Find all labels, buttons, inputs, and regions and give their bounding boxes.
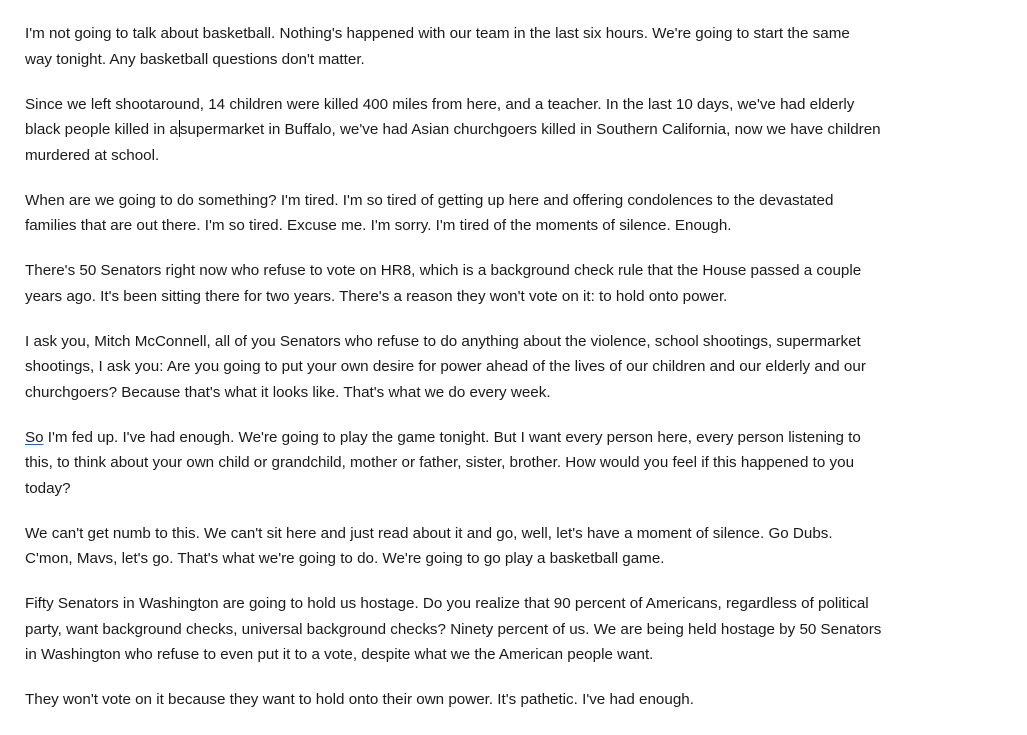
paragraph-line-with-caret xyxy=(25,117,1005,143)
caret-line-before: black people killed in a xyxy=(25,121,178,138)
paragraph-7 xyxy=(25,521,1005,572)
paragraph-5 xyxy=(25,329,1005,406)
paragraph-1 xyxy=(25,21,1005,72)
paragraph-line: way tonight. Any basketball questions don't matter. xyxy=(25,50,365,68)
paragraph-3 xyxy=(25,188,1005,239)
paragraph-line: Fifty Senators in Washington are going to hold us hostage. Do you realize that 90 percent of Americans, regardless of political xyxy=(25,595,869,612)
document-body[interactable] xyxy=(25,21,1005,713)
paragraph-line: this, to think about your own child or grandchild, mother or father, sister, brother. How would you feel if this happened to you xyxy=(25,454,855,471)
paragraph-line: I ask you, Mitch McConnell, all of you Senators who refuse to do anything about the violence, school shootings, supermarket xyxy=(25,332,861,350)
caret-line-after: supermarket in Buffalo, we've had Asian churchgoers killed in Southern California, now we have children xyxy=(179,121,881,138)
paragraph-4 xyxy=(25,258,1005,309)
first-line-rest: I'm fed up. I've had enough. We're going to play the game tonight. But I want every person here, every person listening to xyxy=(43,428,861,446)
paragraph-line: shootings, I ask you: Are you going to put your own desire for power ahead of the lives of our children and our elderly and our xyxy=(25,358,866,375)
paragraph-line: families that are out there. I'm so tired. Excuse me. I'm sorry. I'm tired of the moments of silence. Enough. xyxy=(25,217,732,234)
paragraph-line: today? xyxy=(25,479,71,497)
paragraph-line: churchgoers? Because that's what it looks like. That's what we do every week. xyxy=(25,383,551,401)
paragraph-line: Since we left shootaround, 14 children were killed 400 miles from here, and a teacher. In the last 10 days, we've had elderly xyxy=(25,95,855,113)
paragraph-first-line xyxy=(25,425,1005,451)
paragraph-line: murdered at school. xyxy=(25,146,160,164)
paragraph-8 xyxy=(25,591,1005,668)
underlined-word[interactable]: So xyxy=(25,428,44,446)
paragraph-line: We can't get numb to this. We can't sit here and just read about it and go, well, let's have a moment of silence. Go Dubs. xyxy=(25,524,833,542)
paragraph-line: in Washington who refuse to even put it to a vote, despite what we the American people want. xyxy=(25,646,654,663)
paragraph-line: years ago. It's been sitting there for two years. There's a reason they won't vote on it: to hold onto power. xyxy=(25,287,728,305)
paragraph-line: I'm not going to talk about basketball. Nothing's happened with our team in the last six hours. We're going to start the same xyxy=(25,25,850,42)
paragraph-line: There's 50 Senators right now who refuse to vote on HR8, which is a background check rule that the House passed a couple xyxy=(25,262,862,279)
paragraph-line: When are we going to do something? I'm tired. I'm so tired of getting up here and offering condolences to the devastated xyxy=(25,191,834,209)
paragraph-6 xyxy=(25,425,1005,502)
paragraph-line: party, want background checks, universal background checks? Ninety percent of us. We are being held hostage by 50 Senators xyxy=(25,620,882,638)
paragraph-9 xyxy=(25,687,1005,713)
paragraph-line: They won't vote on it because they want to hold onto their own power. It's pathetic. I've had enough. xyxy=(25,691,694,708)
paragraph-line: C'mon, Mavs, let's go. That's what we're going to do. We're going to go play a basketball game. xyxy=(25,550,665,567)
paragraph-2 xyxy=(25,92,1005,169)
